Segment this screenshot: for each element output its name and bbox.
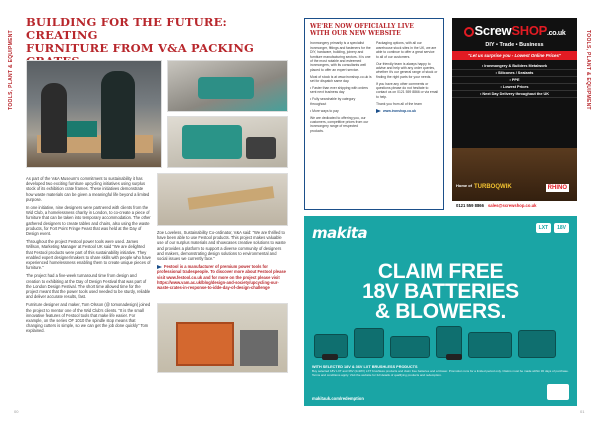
paragraph: Throughout the project Festool power tools were used. James Willson, Marketing Manager at Festool UK said "We are delighted that Festool products were part of this sustainability initiative. They enabled expert designer/makers to share skills with people who have experienced homelessness enabling them to create unique pieces of furniture." [26, 239, 151, 271]
plank-shape [188, 186, 275, 210]
announcement-title [310, 23, 438, 37]
paragraph: Zoe Loveless, Sustainability Co-ordinator, V&A said: "We are thrilled to have been able to use Festool products. This project makes valuable use of our surplus materials and showcases creative solutions to waste and provides a platform to support a diverse community of designers and makers, demonstrating design solutions to environmental and social issues we currently face." [157, 230, 286, 262]
article-column-2 [157, 230, 288, 293]
list-item: • Next Day Delivery throughout the UK [452, 91, 577, 98]
timber-photo [157, 173, 288, 226]
screwshop-tagline: DIY • Trade • Business [485, 42, 544, 48]
promo-terms [312, 366, 569, 377]
article-column-1 [26, 176, 151, 337]
battery-badges [536, 223, 569, 233]
headline-line3: & BLOWERS. [374, 300, 507, 323]
screwshop-contact [452, 201, 577, 210]
promo-terms-heading: WITH SELECTED 18V & 36V LXT BRUSHLESS PRODUCTS [312, 365, 418, 369]
screwshop-ad[interactable] [452, 18, 577, 210]
website-link[interactable]: www.ironshop.co.uk [376, 109, 438, 113]
multi-tool-shape [518, 330, 556, 358]
arrow-icon [376, 109, 381, 113]
product-pack-image [547, 384, 569, 400]
makita-logo: makita [312, 224, 368, 242]
paragraph: Our friendly team is always happy to advise and help with any order queries, whether it's our general range of stock or finding the right parts for your needs. [376, 61, 438, 79]
paragraph: As part of the V&A Museum's commitment to sustainability it has developed two exciting furniture upcycling initiatives using surplus stock of its exhibition crate frames. These initiatives demonstrate how waste materials can be given a meaningful life beyond a limited purpose. [26, 176, 150, 202]
tools-photo-1 [167, 60, 288, 112]
headline-line2: 18V BATTERIES [362, 280, 519, 303]
battery-shape [446, 354, 462, 360]
paragraph: If you have any other comments or questions please do not hesitate to contact us on 0121 559 8866 or via email to help. [376, 81, 439, 99]
person-figure [41, 83, 67, 153]
paragraph: Packaging options, with all our warehouse stock sites in the UK, we are able to continue to offer a great service to all of our customers. [376, 41, 437, 59]
email-address: sales@screwshop.co.uk [487, 203, 537, 208]
turboqwik-logo: TURBOQWIK [474, 184, 512, 190]
list-item: • PPE [452, 77, 577, 84]
announcement-column-right [376, 41, 438, 135]
crate-shape [176, 322, 234, 366]
product-lineup [314, 322, 567, 362]
page-number-right: 01 [580, 409, 585, 414]
festool-note-text: Festool is a manufacturer of premium power tools for professional tradespeople. To discover more about Festool please visit www.festool.co.uk and for more on the project please visit https://www.vam.ac.uk/blog/design-and-society/upcycling-our-waste-crates-in-response-to-idde-day-of-design-challenge [157, 264, 286, 291]
redemption-link[interactable]: makitauk.com/redemption [312, 396, 364, 401]
announcement-column-left [310, 41, 372, 135]
page-number-left: 00 [14, 409, 19, 414]
paragraph: Ironmongery primarily is a specialist ironmonger, fittings and fasteners for the DIY, hardware, building, joinery and furniture manufacturing sectors. It is one of the most notable and esteemed ironmongers, with its consultants well placed to offer an expert service. [310, 41, 371, 72]
announcement-title-line2: WITH OUR NEW WEBSITE [310, 30, 401, 38]
list-item: • Ironmongery & Builders Metalwork [452, 63, 577, 70]
bullet: • Faster than ever shipping with orders sent next business day [310, 86, 368, 95]
list-item: • Lowest Prices [452, 84, 577, 91]
blower-shape [468, 332, 512, 358]
person-figure [101, 71, 135, 159]
battery-shape [322, 354, 338, 360]
paragraph: Most of stock is at www.ironshop.co.uk is set for dispatch same day. [310, 74, 372, 84]
list-item: • Silicones / Sealants [452, 70, 577, 77]
promo-terms-text: Buy selected 18V LXT and 36V (2x18V) LXT brushless products and claim free batteries and a blower. Promotion runs for a limited period only. Claims must be made within 30 days of purchase. Terms and conditions apply. Visit the website for full details of qualifying products and redemption. [312, 368, 569, 377]
paragraph: We are dedicated to offering you, our customers, competitive prices from our ironmongery range of respected products. [310, 115, 369, 133]
bullet: • Fully searchable by category throughout [310, 97, 356, 106]
article-title-line1: BUILDING FOR THE FUTURE: CREATING [26, 15, 227, 42]
screwshop-logo: ScrewSHOP.co.uk [452, 23, 577, 38]
lxt-badge: LXT [536, 223, 551, 233]
headline-line1: CLAIM FREE [377, 260, 504, 283]
festool-note[interactable] [157, 264, 288, 290]
power-tool-shape [246, 137, 276, 159]
paragraph: The project had a five-week turnaround time from design and creation to exhibiting at the Day of Design Festival that was part of the London Design Festival. The short time allowed time for the project meant that the power tools used needed to be sturdy, reliable and deliver accurate results, fast. [26, 273, 151, 300]
paragraph: Furniture designer and maker, Tom Olsson (@ tomonadesign) joined the project to mentor one of the Wid Club's clients. "It is the small innovative features of Festool tools that make life easier. For example, on the series OF 1010 the spindle stop means that changing cutters is simple, so we can get the job done quickly" Tom explained. [26, 302, 151, 334]
paragraph: Thank you from all of the team [376, 101, 422, 106]
announcement-title-line1: WE'RE NOW OFFICIALLY LIVE [310, 23, 414, 30]
bullet: • More ways to pay [310, 108, 339, 113]
section-tab-right: TOOLS, PLANT & EQUIPMENT [585, 30, 591, 110]
tool-case-shape [67, 121, 97, 137]
power-tool-shape [198, 77, 254, 99]
crate-photo [157, 303, 288, 373]
screwshop-banner: "Let us surprise you - Lowest Online Prices" [452, 51, 577, 60]
article-page [26, 16, 288, 411]
voltage-badge: 18V [554, 223, 569, 233]
paragraph: In one initiative, nine designers were partnered with clients from the Wid Club, a homelessness charity in London, to co-create a piece of furniture that can be taken into temporary accommodation. The other gathered designers to create tables and chairs, also using the waste products, for Fort Point Fringe Feast that was held at the Day of Design event. [26, 205, 151, 237]
article-title-line2: FURNITURE FROM V&A PACKING [26, 41, 255, 55]
power-tool-shape [182, 125, 242, 159]
tool-shape [240, 330, 278, 366]
rhino-logo: RHINO [547, 185, 567, 191]
website-announcement [304, 18, 444, 210]
home-of-label: Home of [456, 183, 472, 188]
makita-ad[interactable] [304, 216, 577, 406]
tools-photo-2 [167, 116, 288, 168]
section-tab-left: TOOLS, PLANT & EQUIPMENT [8, 30, 14, 110]
makita-headline [304, 262, 577, 322]
screw-icon [464, 27, 474, 37]
phone-number: 0121 559 8866 [456, 203, 484, 208]
workshop-photo [26, 60, 162, 168]
saw-shape [390, 336, 430, 358]
screwshop-list [452, 63, 577, 98]
drill-shape [354, 328, 384, 358]
